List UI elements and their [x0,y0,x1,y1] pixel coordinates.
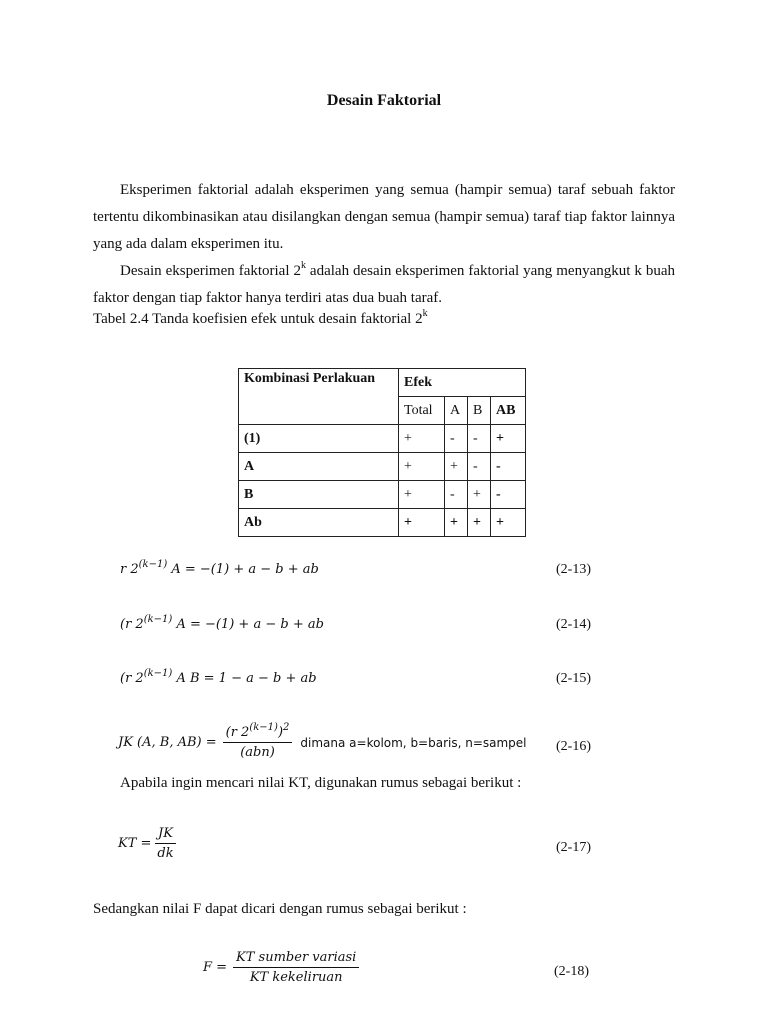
cell-a: + [445,509,468,537]
eq17-numerator: JK [155,826,176,844]
equation-2-18 [203,950,359,985]
eq16-numerator [223,721,293,743]
equation-2-16 [118,721,527,760]
eq14-sup: (k−1) [143,613,173,625]
equation-2-15 [120,667,317,686]
effect-sign-table [238,368,526,537]
eq16-num-pre: (r 2 [225,725,250,740]
equation-2-14 [120,613,324,632]
para2-superscript: k [300,260,306,271]
eq18-numerator: KT sumber variasi [233,950,359,968]
eq15-post: A B = 1 − a − b + ab [172,671,317,686]
row-label: A [239,453,399,481]
equation-2-13 [120,558,319,577]
cell-total: + [399,425,445,453]
header-kombinasi-perlakuan: Kombinasi Perlakuan [239,369,399,425]
eq16-note: dimana a=kolom, b=baris, n=sampel [300,735,527,750]
eq17-fraction [154,826,176,861]
equation-number-2-17: (2-17) [556,840,591,855]
eq18-fraction [233,950,359,985]
cell-ab: - [491,453,526,481]
row-label: B [239,481,399,509]
eq18-denominator: KT kekeliruan [249,970,343,985]
equation-number-2-14: (2-14) [556,617,591,632]
cell-total: + [399,453,445,481]
equation-number-2-13: (2-13) [556,562,591,577]
subheader-total: Total [399,397,445,425]
eq16-num-square: 2 [283,721,290,733]
cell-a: + [445,453,468,481]
row-label: Ab [239,509,399,537]
paragraph-2k-design [93,258,675,312]
subheader-b: B [468,397,491,425]
eq17-lhs: KT = [118,836,152,851]
equation-number-2-16: (2-16) [556,739,591,754]
cell-ab: + [491,425,526,453]
text-f-intro: Sedangkan nilai F dapat dicari dengan rumus sebagai berikut : [93,901,467,917]
table-row [239,425,526,453]
equation-number-2-18: (2-18) [554,964,589,979]
table-header-row [239,369,526,397]
paragraph-definition: Eksperimen faktorial adalah eksperimen yang semua (hampir semua) taraf sebuah faktor tertentu dikombinasikan atau disilangkan dengan semua (hampir semua) taraf tiap faktor lainnya yang ada dalam eksperimen itu. [93,182,675,252]
cell-ab: - [491,481,526,509]
cell-ab: + [491,509,526,537]
cell-a: - [445,481,468,509]
eq14-post: A = −(1) + a − b + ab [172,617,324,632]
page-title: Desain Faktorial [326,92,442,109]
subheader-a: A [445,397,468,425]
eq14-pre: (r 2 [120,617,144,632]
eq13-sup: (k−1) [138,558,168,570]
para2-text-before: Desain eksperimen faktorial 2 [120,263,301,279]
row-label: (1) [239,425,399,453]
subheader-ab: AB [491,397,526,425]
cell-total: + [399,509,445,537]
cell-b: - [468,453,491,481]
text-kt-intro: Apabila ingin mencari nilai KT, digunakan rumus sebagai berikut : [120,775,522,791]
table-row [239,509,526,537]
para2-text-after: adalah desain eksperimen faktorial yang menyangkut k buah faktor dengan tiap faktor hanya terdiri atas dua buah taraf. [93,263,675,306]
eq15-pre: (r 2 [120,671,144,686]
eq13-pre: r 2 [120,562,139,577]
equation-2-17 [118,826,177,861]
eq15-sup: (k−1) [143,667,173,679]
eq16-num-post: ) [277,725,284,740]
eq13-post: A = −(1) + a − b + ab [167,562,319,577]
eq16-lhs: JK (A, B, AB) = [118,735,217,750]
eq16-fraction [223,721,293,760]
equation-number-2-15: (2-15) [556,671,591,686]
cell-b: - [468,425,491,453]
cell-a: - [445,425,468,453]
table-row [239,453,526,481]
cell-b: + [468,481,491,509]
eq16-denominator: (abn) [240,745,275,760]
header-efek: Efek [399,369,526,397]
eq17-denominator: dk [157,846,174,861]
caption-text: Tabel 2.4 Tanda koefisien efek untuk desain faktorial 2 [93,311,423,327]
cell-b: + [468,509,491,537]
table-row [239,481,526,509]
caption-superscript: k [422,308,428,319]
eq16-num-sup: (k−1) [249,721,278,733]
cell-total: + [399,481,445,509]
eq18-lhs: F = [203,960,228,975]
table-caption [93,308,428,328]
